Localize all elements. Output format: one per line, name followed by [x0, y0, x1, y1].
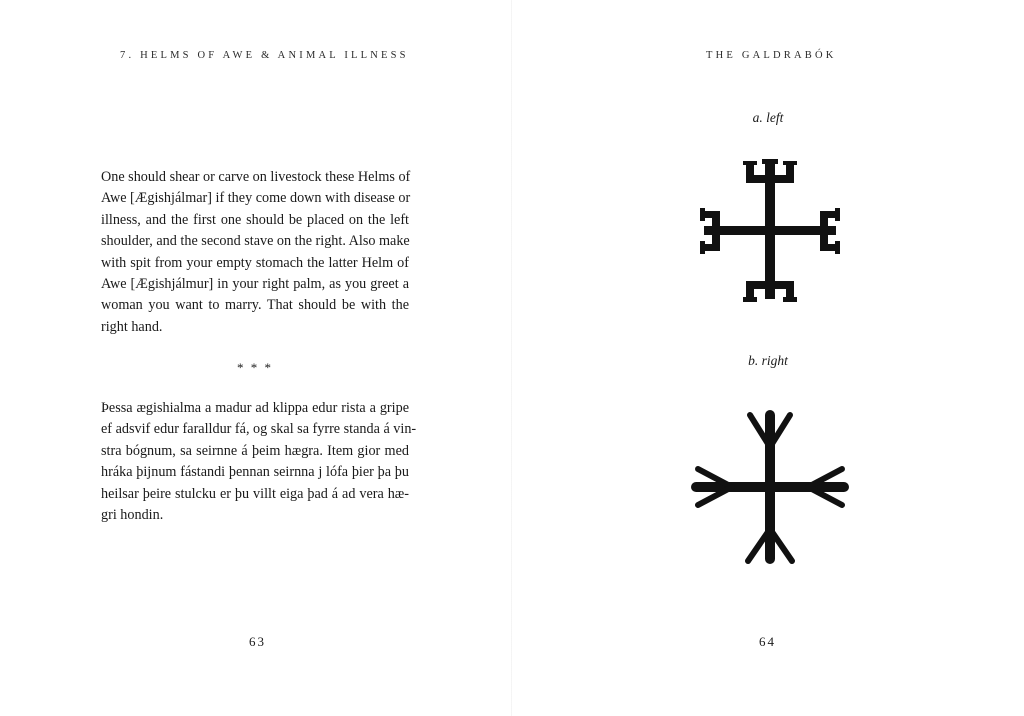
- text-line: Awe [Ægishjálmur] in your right palm, as you greet a: [101, 275, 409, 292]
- text-line: woman you want to marry. That should be with the: [101, 297, 409, 314]
- text-line: heilsar þeire stulcku er þu villt eiga þad á ad vera hæ-: [101, 485, 409, 502]
- caption-a: a. left: [752, 110, 784, 125]
- text-line: stra bógnum, sa seirnne á þeim hægra. Item gior med: [101, 442, 409, 459]
- running-head-left: 7. HELMS OF AWE & ANIMAL ILLNESS: [120, 50, 409, 61]
- text-line: gri hondin.: [101, 506, 164, 523]
- text-line: with spit from your empty stomach the latter Helm of: [101, 254, 409, 271]
- icelandic-paragraph: [101, 398, 417, 526]
- text-line: hráka þijnum fástandi þennan seirnna j lófa þier þa þu: [101, 464, 409, 481]
- text-line: Þessa ægishialma a madur ad klippa edur rista a gripe: [101, 400, 409, 416]
- section-separator: * * *: [237, 360, 273, 375]
- english-paragraph: [101, 167, 409, 338]
- text-line: Awe [Ægishjálmar] if they come down with disease or: [101, 190, 411, 207]
- right-page: [512, 0, 1024, 716]
- text-line: right hand.: [101, 318, 163, 335]
- helm-of-awe-right-icon: [690, 407, 850, 567]
- helm-of-awe-left-icon: [698, 157, 842, 305]
- page-number-left: 63: [249, 634, 266, 649]
- text-line: ef adsvif edur faralldur fá, og skal sa fyrre standa á vin-: [101, 421, 417, 438]
- running-head-right: THE GALDRABÓK: [706, 50, 837, 61]
- page-number-right: 64: [759, 634, 776, 649]
- text-line: illness, and the first one should be placed on the left: [101, 211, 409, 228]
- text-line: One should shear or carve on livestock these Helms of: [101, 169, 411, 185]
- caption-b: b. right: [748, 353, 788, 368]
- text-line: shoulder, and the second stave on the right. Also make: [101, 233, 410, 250]
